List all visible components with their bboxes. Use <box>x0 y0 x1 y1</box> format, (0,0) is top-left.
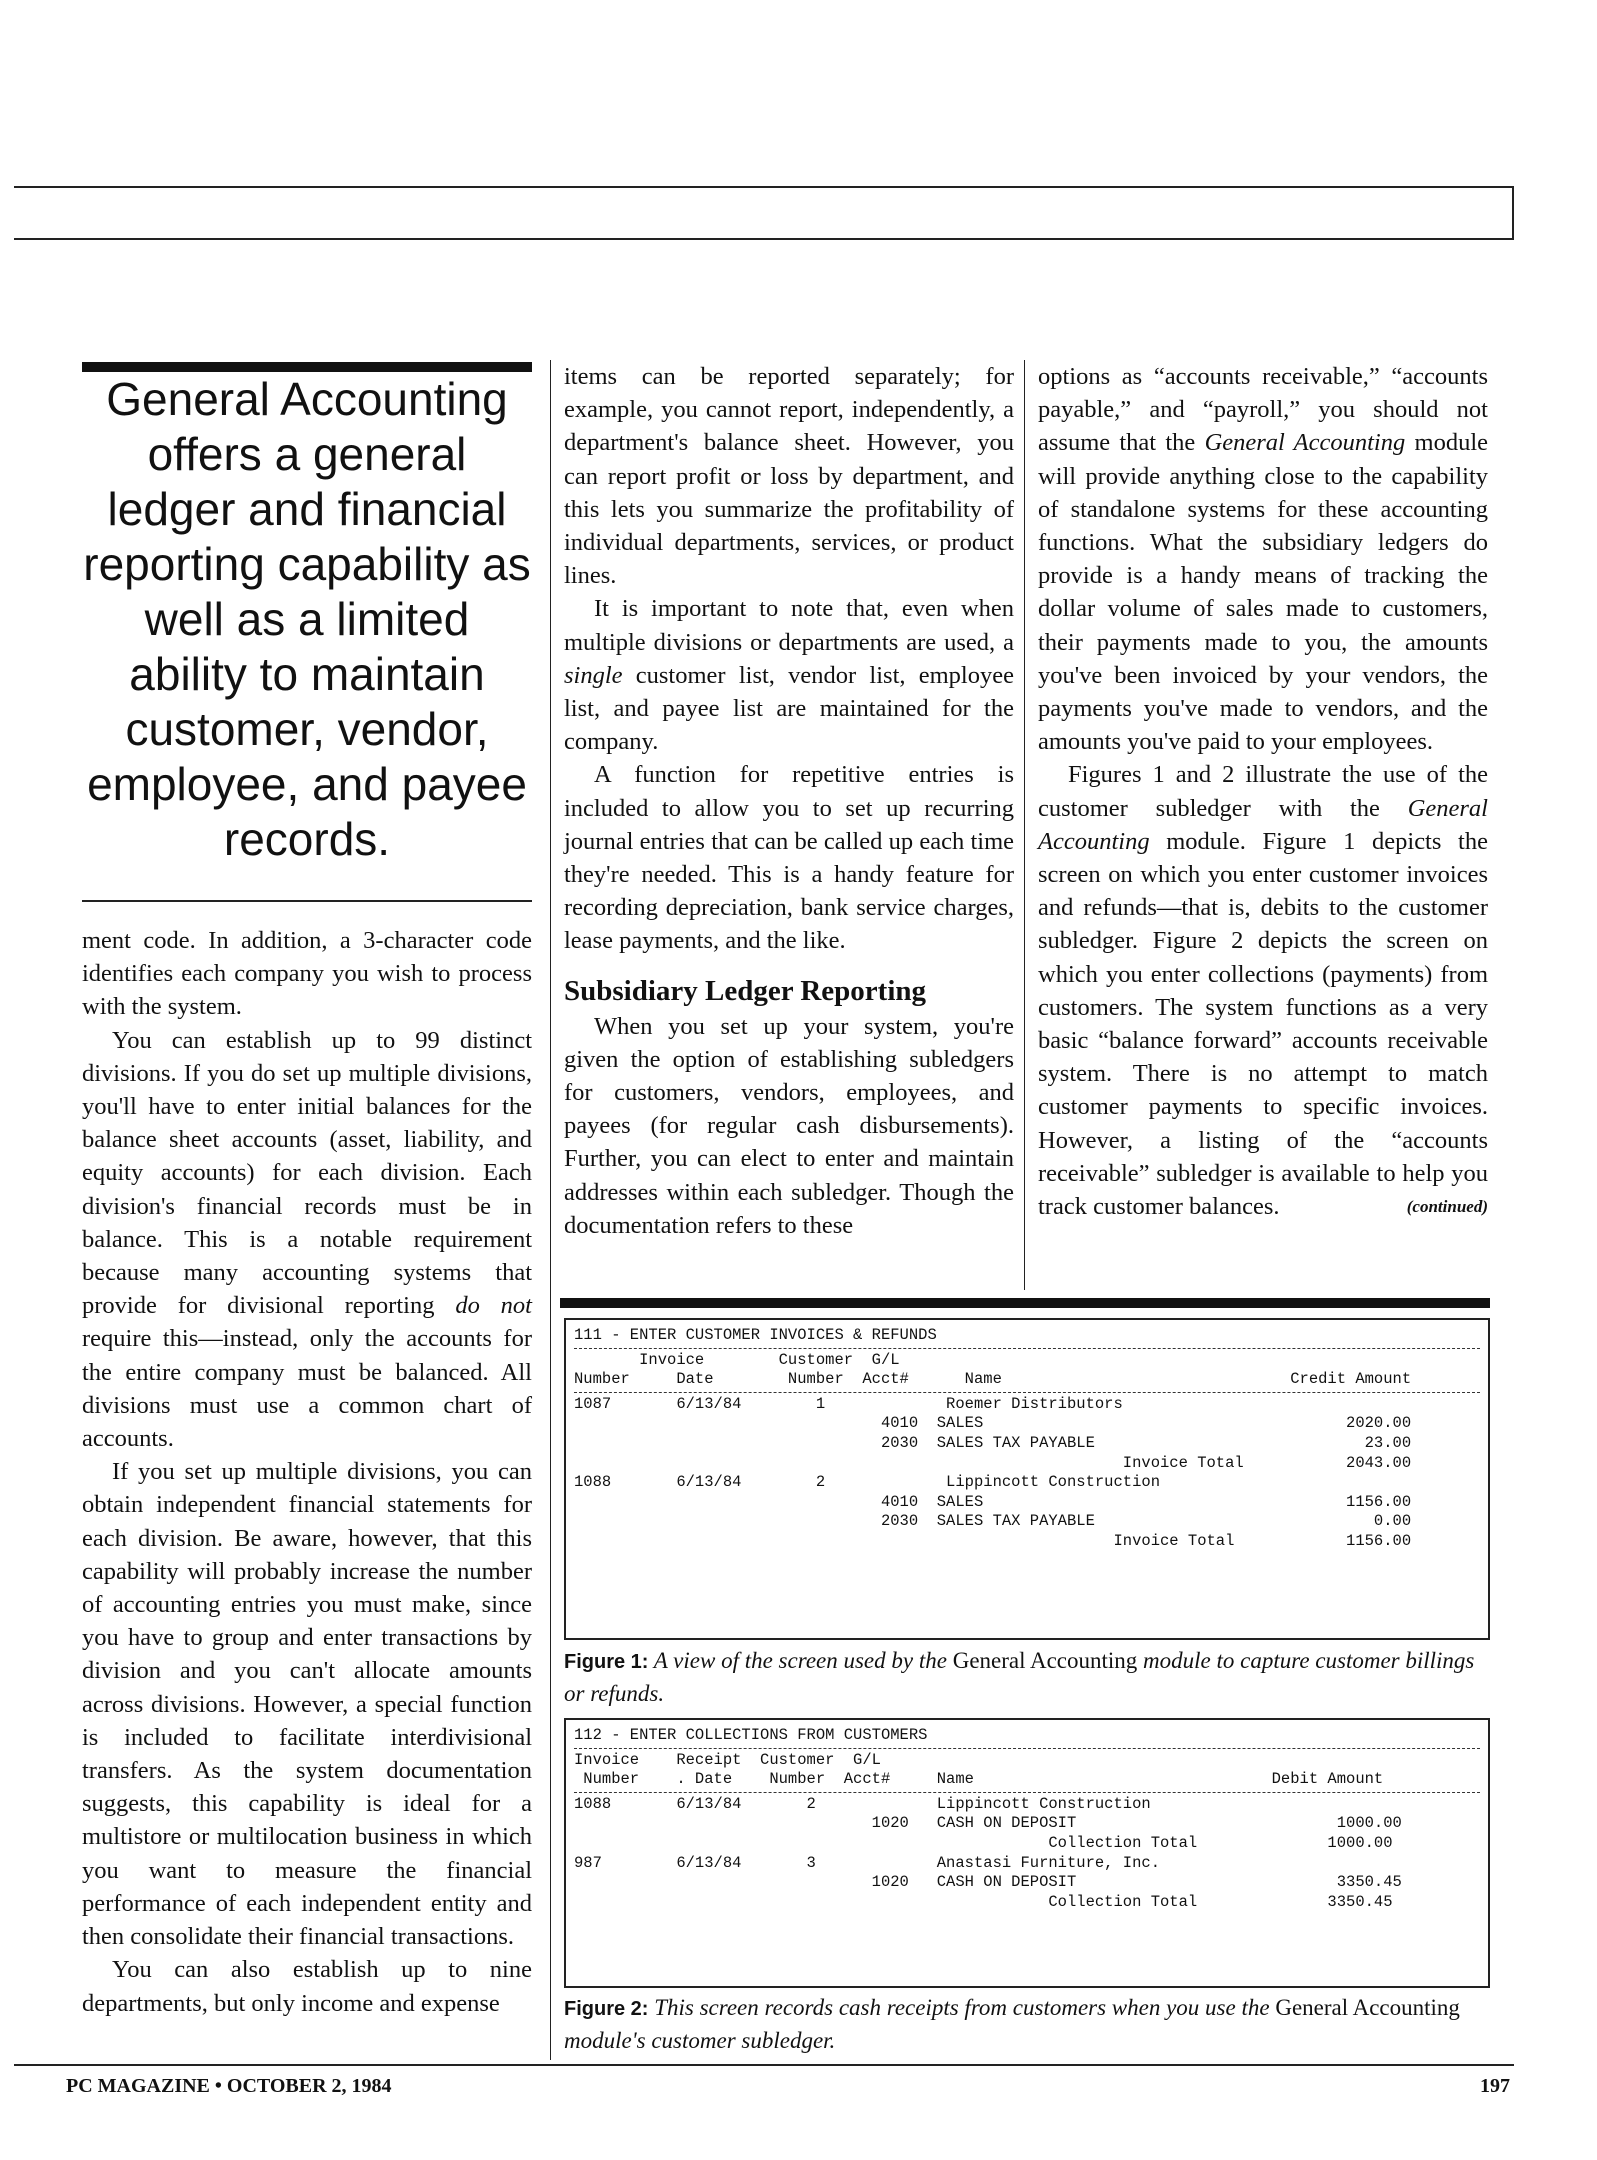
figure-2-title: 112 - ENTER COLLECTIONS FROM CUSTOMERS <box>574 1726 928 1744</box>
column-divider-1 <box>550 360 551 2060</box>
top-rule <box>14 186 1514 188</box>
caption-text: This screen records cash receipts from customers when you use the <box>648 1995 1276 2020</box>
pull-quote-bottom-rule <box>82 900 532 902</box>
col2-text: It is important to note that, even when multiple divisions or departments are used, a <box>564 595 1014 656</box>
table-row: 1087 6/13/84 1 Roemer Distributors <box>574 1394 1123 1413</box>
caption-label: Figure 1: <box>564 1651 649 1673</box>
caption-text: A view of the screen used by the <box>648 1648 953 1673</box>
col2-paragraph: items can be reported separately; for example, you cannot report, independently, a department's balance sheet. However, you can report profit or loss by department, and this lets you summarize the profitability of individual departments, services, or product lines. <box>564 363 1014 590</box>
caption-text: General Accounting <box>952 1648 1138 1673</box>
section-heading: Subsidiary Ledger Reporting <box>564 974 927 1007</box>
table-row: Invoice Total 2043.00 <box>574 1453 1412 1472</box>
figure-1-title: 111 - ENTER CUSTOMER INVOICES & REFUNDS <box>574 1326 937 1344</box>
figure-1-caption <box>564 1645 1490 1709</box>
col2-paragraph <box>564 592 1014 758</box>
divider <box>574 1748 1480 1749</box>
col2-emphasis: single <box>564 661 623 689</box>
divider <box>574 1792 1480 1793</box>
caption-label: Figure 2: <box>564 1998 649 2020</box>
table-row: 1088 6/13/84 2 Lippincott Construction <box>574 1794 1151 1813</box>
caption-text: module to capture customer billings or refunds. <box>564 1648 1475 1706</box>
figure-2-caption <box>564 1992 1490 2056</box>
table-row: 1088 6/13/84 2 Lippincott Construction <box>574 1473 1160 1492</box>
col1-paragraph: ment code. In addition, a 3-character code identifies each company you wish to process with the system. <box>82 927 532 1021</box>
col1-paragraph: You can also establish up to nine departments, but only income and expense <box>82 1956 532 2017</box>
table-row: 2030 SALES TAX PAYABLE 0.00 <box>574 1512 1412 1531</box>
table-row: Collection Total 3350.45 <box>574 1892 1393 1911</box>
col1-paragraph: If you set up multiple divisions, you can obtain independent financial statements for each division. Be aware, however, that this capability will probably increase the number of accounting entries you must make, since you have to group and enter transactions by division and you can't allocate amounts across divisions. However, a special function is included to facilitate interdivisional transfers. As the system documentation suggests, this capability is ideal for a multistore or multilocation business in which you want to measure the financial performance of each independent entity and then consolidate their financial transactions. <box>82 1458 532 1951</box>
figure-2-screen <box>564 1718 1490 1988</box>
col1-text: You can establish up to 99 distinct divisions. If you do set up multiple divisions, you'll have to enter initial balances for the balance sheet accounts (asset, liability, and equity accounts) for each division. Each division's financial records must be in balance. This is a notable requirement because many accounting systems that provide for divisional reporting do not require this—instead, only the accounts for the entire company must be balanced. All divisions must use a common chart of accounts. <box>82 1026 532 1453</box>
col3-paragraph <box>1038 758 1488 1223</box>
caption-text: module's customer subledger. <box>564 2028 836 2053</box>
column-3 <box>1038 360 1488 1223</box>
right-frame-rule <box>1512 186 1514 240</box>
figure-1-header: Invoice Customer G/L <box>574 1350 900 1369</box>
col3-emphasis: General Accounting <box>1204 429 1406 457</box>
figure-2-header: Invoice Receipt Customer G/L <box>574 1750 881 1769</box>
column-1 <box>82 924 532 2020</box>
table-row: 1020 CASH ON DEPOSIT 3350.45 <box>574 1873 1402 1892</box>
emphasis: do not <box>455 1292 532 1320</box>
figure-2-header: Number . Date Number Acct# Name Debit Amount <box>574 1770 1384 1789</box>
table-row: 4010 SALES 2020.00 <box>574 1414 1412 1433</box>
table-row: Invoice Total 1156.00 <box>574 1531 1412 1550</box>
divider <box>574 1348 1480 1349</box>
divider <box>574 1392 1480 1393</box>
col3-text: module will provide anything close to the capability of standalone systems for these accounting functions. What the subsidiary ledgers do provide is a handy means of tracking the dollar volume of sales made to customers, their payments made to you, the amounts you've been invoiced by your vendors, the payments you've made to vendors, and the amounts you've paid to your employees. <box>1038 429 1488 756</box>
table-row: 2030 SALES TAX PAYABLE 23.00 <box>574 1433 1412 1452</box>
col1-paragraph <box>82 1024 532 1456</box>
col3-emphasis: General Accounting <box>1038 794 1488 855</box>
footer-publication: PC MAGAZINE • OCTOBER 2, 1984 <box>66 2075 392 2097</box>
table-row: 987 6/13/84 3 Anastasi Furniture, Inc. <box>574 1853 1160 1872</box>
pull-quote-top-rule <box>82 362 532 372</box>
table-row: Collection Total 1000.00 <box>574 1833 1393 1852</box>
continued-label: (continued) <box>1406 1197 1488 1217</box>
col2-paragraph: A function for repetitive entries is included to allow you to set up recurring journal entries that can be called up each time they're needed. This is a handy feature for recording depreciation, bank service charges, lease payments, and the like. <box>564 761 1014 955</box>
column-divider-2 <box>1024 360 1025 1290</box>
table-row: 4010 SALES 1156.00 <box>574 1492 1412 1511</box>
header-rule <box>14 238 1514 240</box>
caption-text: General Accounting <box>1275 1995 1460 2020</box>
col3-text: Figures 1 and 2 illustrate the use of the customer subledger with the <box>1038 761 1488 822</box>
column-2 <box>564 360 1014 1242</box>
figure-1-screen <box>564 1318 1490 1640</box>
col3-paragraph <box>1038 360 1488 758</box>
col2-text: customer list, vendor list, employee list, and payee list are maintained for the company. <box>564 661 1014 756</box>
pull-quote: General Accounting offers a general ledger and financial reporting capability as well as a limited ability to maintain customer, vendor, employee, and payee records. <box>83 373 531 865</box>
figures-top-rule <box>560 1298 1490 1308</box>
col2-paragraph: When you set up your system, you're given the option of establishing subledgers for customers, vendors, employees, and payees (for regular cash disbursements). Further, you can elect to enter and maintain addresses within each subledger. Though the documentation refers to these <box>564 1012 1014 1239</box>
page-number: 197 <box>1480 2075 1510 2097</box>
figure-1-header: Number Date Number Acct# Name Credit Amount <box>574 1370 1412 1389</box>
footer-rule <box>14 2064 1514 2066</box>
col3-text: module. Figure 1 depicts the screen on which you enter customer invoices and refunds—that is, debits to the customer subledger. Figure 2 depicts the screen on which you enter collections (payments) from customers. The system functions as a very basic “balance forward” accounts receivable system. There is no attempt to match customer payments to specific invoices. However, a listing of the “accounts receivable” subledger is available to help you track customer balances. <box>1038 827 1488 1221</box>
table-row: 1020 CASH ON DEPOSIT 1000.00 <box>574 1814 1402 1833</box>
col3-text: options as “accounts receivable,” “accounts payable,” and “payroll,” you should not assume that the <box>1038 363 1488 457</box>
